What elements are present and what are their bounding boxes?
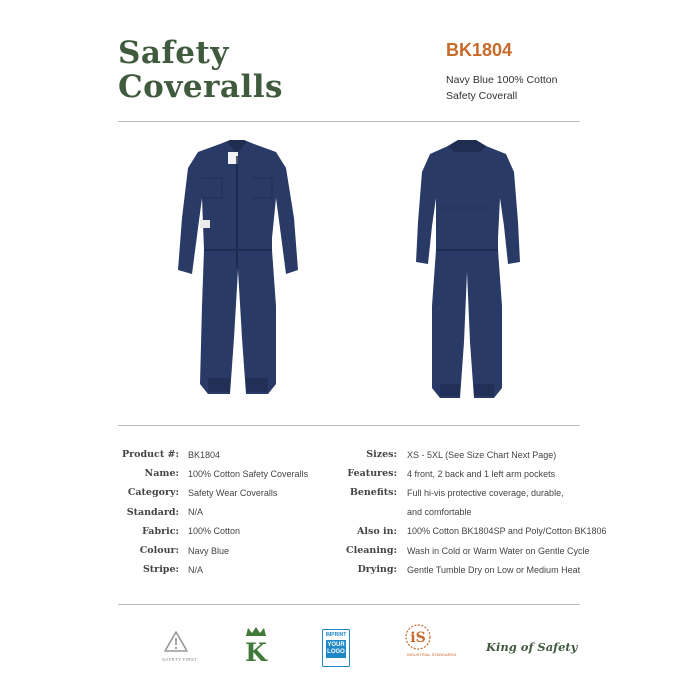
page-title [118, 36, 283, 104]
spec-row-fabric [118, 522, 308, 541]
spec-label: Fabric: [142, 525, 179, 537]
product-code: BK1804 [446, 40, 513, 60]
spec-label: Name: [144, 468, 179, 480]
subtitle-line-2: Safety Coverall [446, 90, 518, 102]
spec-value: and comfortable [407, 507, 472, 518]
spec-row-name [118, 464, 308, 483]
spec-value: Wash in Cold or Warm Water on Gentle Cycle [407, 545, 590, 556]
spec-value: BK1804 [188, 449, 221, 460]
spec-row-benefits-cont [330, 503, 606, 522]
spec-value: XS - 5XL (See Size Chart Next Page) [407, 449, 557, 460]
safety-first-caption: SAFETY FIRST [162, 657, 198, 662]
is-badge-icon [405, 624, 431, 654]
spec-label: Drying: [357, 564, 397, 576]
spec-row-benefits [330, 483, 606, 502]
is-caption: INDUSTRIAL STANDARDS [407, 652, 457, 657]
spec-row-features [330, 464, 606, 483]
spec-value: Full hi-vis protective coverage, durable, [407, 487, 564, 498]
subtitle-line-1: Navy Blue 100% Cotton [446, 74, 558, 86]
spec-row-also-in [330, 522, 606, 541]
footer-divider [118, 604, 580, 605]
spec-value: 100% Cotton Safety Coveralls [188, 468, 309, 479]
spec-label: Sizes: [366, 449, 397, 461]
spec-row-drying [330, 560, 606, 579]
king-letter: K [245, 638, 267, 664]
spec-value: N/A [188, 564, 204, 575]
spec-label: Also in: [357, 525, 397, 537]
spec-value: N/A [188, 507, 204, 518]
spec-row-category [118, 483, 308, 502]
spec-label: Cleaning: [346, 545, 397, 557]
your-logo-label: YOUR LOGO [326, 640, 346, 658]
header-divider [118, 121, 580, 122]
spec-label: Colour: [139, 545, 179, 557]
spec-row-cleaning [330, 541, 606, 560]
safety-first-logo [163, 630, 189, 659]
spec-label: Features: [347, 468, 397, 480]
spec-value: 100% Cotton BK1804SP and Poly/Cotton BK1806 [407, 526, 607, 537]
spec-label: Product #: [122, 449, 179, 461]
crown-k-icon [242, 626, 270, 664]
imprint-label: IMPRINT [325, 632, 347, 638]
spec-value: 4 front, 2 back and 1 left arm pockets [407, 468, 556, 479]
spec-row-product [118, 445, 308, 464]
is-letters: iS [410, 630, 426, 646]
imprint-your-logo-badge [322, 629, 350, 667]
spec-value: Safety Wear Coveralls [188, 487, 278, 498]
title-line-1: Safety [118, 35, 229, 71]
warning-triangle-icon [163, 630, 189, 654]
spec-label: Category: [127, 487, 179, 499]
spec-row-standard [118, 503, 308, 522]
spec-value: 100% Cotton [188, 526, 241, 537]
spec-label: Stripe: [142, 564, 179, 576]
king-of-safety-brand: King of Safety [486, 640, 578, 654]
title-line-2: Coveralls [118, 69, 284, 105]
spec-row-colour [118, 541, 308, 560]
spec-table-left [118, 445, 308, 579]
coverall-back-image [410, 138, 524, 400]
spec-row-sizes [330, 445, 606, 464]
coverall-front-image [172, 138, 302, 400]
spec-value: Gentle Tumble Dry on Low or Medium Heat [407, 564, 581, 575]
king-logo [242, 626, 270, 669]
spec-row-stripe [118, 560, 308, 579]
product-subtitle [446, 72, 557, 104]
spec-label: Standard: [126, 506, 179, 518]
spec-value: Navy Blue [188, 545, 230, 556]
photo-divider [118, 425, 580, 426]
spec-table-right [330, 445, 606, 579]
spec-label: Benefits: [349, 487, 397, 499]
